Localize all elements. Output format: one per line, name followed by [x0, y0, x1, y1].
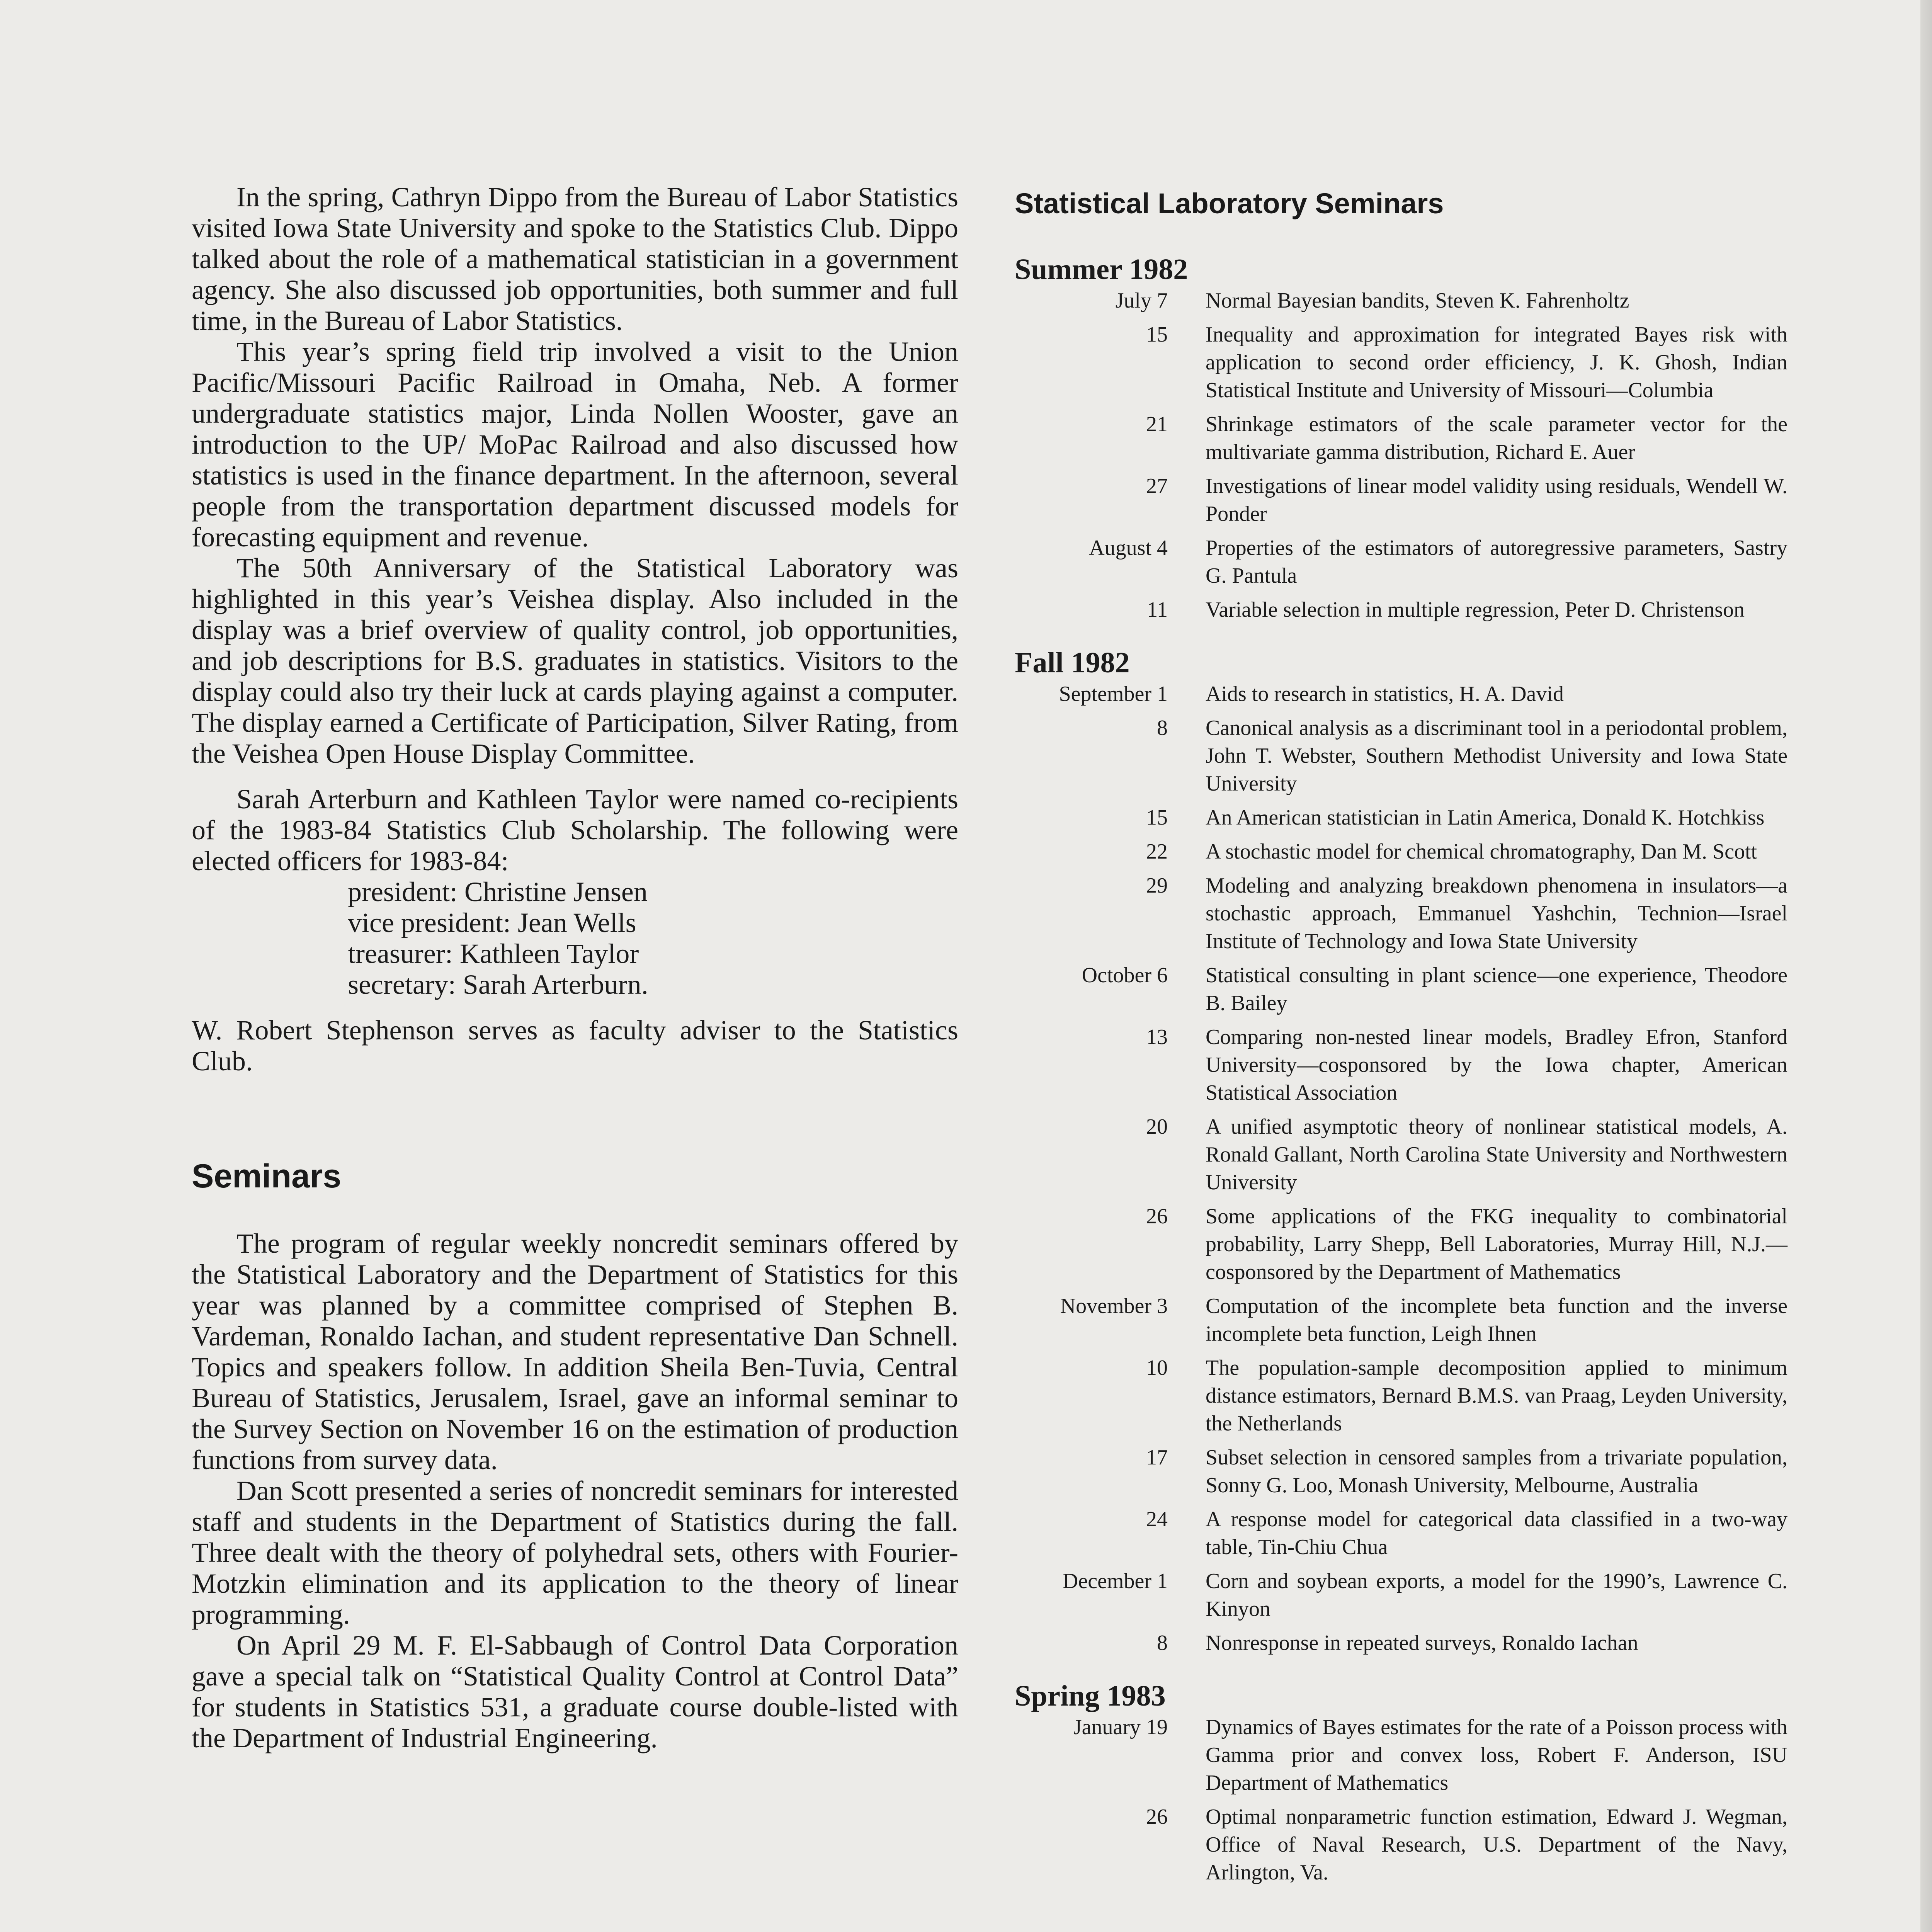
- seminar-date: 20: [1146, 1115, 1168, 1139]
- page-edge-shadow: [1920, 0, 1932, 1932]
- seminar-date: 11: [1147, 598, 1168, 622]
- seminar-date: 13: [1146, 1025, 1168, 1049]
- seminar-date: 22: [1146, 840, 1168, 864]
- seminar-entry: [1015, 596, 1787, 624]
- seminar-date: January 19: [1073, 1715, 1168, 1739]
- seminar-date: 24: [1146, 1507, 1168, 1531]
- officer-president: president: Christine Jensen: [348, 876, 648, 907]
- seminar-description: A response model for categorical data classified in a two-way table, Tin-Chiu Chua: [1206, 1507, 1787, 1559]
- term-heading: Fall 1982: [1015, 646, 1130, 679]
- officer-treasurer: treasurer: Kathleen Taylor: [348, 938, 639, 969]
- seminar-entry: [1015, 534, 1787, 590]
- seminar-entry: [1015, 1444, 1787, 1499]
- seminar-entry: [1015, 680, 1787, 708]
- seminar-description: Properties of the estimators of autoregressive parameters, Sastry G. Pantula: [1206, 536, 1787, 588]
- body-paragraph: Sarah Arterburn and Kathleen Taylor were named co-recipients of the 1983-84 Statistics Club Scholarship. The following were elected officers for 1983-84:: [192, 784, 958, 876]
- term-summer-1982: [1015, 252, 1787, 624]
- seminar-date: September 1: [1059, 682, 1168, 706]
- officer-vice-president: vice president: Jean Wells: [348, 907, 636, 938]
- seminar-entry: [1015, 321, 1787, 404]
- seminar-description: Comparing non-nested linear models, Bradley Efron, Stanford University—cosponsored by the Iowa chapter, American Statistical Association: [1206, 1025, 1787, 1105]
- term-spring-1983: [1015, 1679, 1787, 1886]
- seminar-description: Normal Bayesian bandits, Steven K. Fahrenholtz: [1206, 289, 1629, 313]
- seminar-entry: [1015, 410, 1787, 466]
- seminar-date: 21: [1146, 412, 1168, 436]
- seminar-entry: [1015, 1113, 1787, 1196]
- left-column: [192, 182, 958, 1753]
- seminar-entry: [1015, 1023, 1787, 1107]
- seminar-date: 26: [1146, 1204, 1168, 1228]
- seminar-entry: [1015, 1803, 1787, 1886]
- seminar-date: 15: [1146, 806, 1168, 830]
- seminar-description: Optimal nonparametric function estimation, Edward J. Wegman, Office of Naval Research, U.S. Department of the Navy, Arlington, Va.: [1206, 1805, 1787, 1884]
- seminar-date: 26: [1146, 1805, 1168, 1829]
- officer-secretary: secretary: Sarah Arterburn.: [348, 969, 648, 1000]
- seminar-entry: [1015, 1354, 1787, 1437]
- right-column: [1015, 186, 1787, 1908]
- seminar-entry: [1015, 1505, 1787, 1561]
- seminar-description: A stochastic model for chemical chromatography, Dan M. Scott: [1206, 840, 1757, 864]
- seminar-entry: [1015, 472, 1787, 528]
- seminar-description: Some applications of the FKG inequality to combinatorial probability, Larry Shepp, Bell Laboratories, Murray Hill, N.J.—cosponsored by the Department of Mathematics: [1206, 1204, 1787, 1284]
- seminar-entry: [1015, 961, 1787, 1017]
- seminar-description: Dynamics of Bayes estimates for the rate of a Poisson process with Gamma prior and convex loss, Robert F. Anderson, ISU Department of Mathematics: [1206, 1715, 1787, 1795]
- seminar-description: Nonresponse in repeated surveys, Ronaldo Iachan: [1206, 1631, 1638, 1655]
- seminar-date: 17: [1146, 1446, 1168, 1469]
- seminar-date: July 7: [1115, 289, 1168, 313]
- body-paragraph: The program of regular weekly noncredit seminars offered by the Statistical Laboratory and the Department of Statistics for this year was planned by a committee comprised of Stephen B. Vardeman, Ronaldo Iachan, and student representative Dan Schnell. Topics and speakers follow. In addition Sheila Ben-Tuvia, Central Bureau of Statistics, Jerusalem, Israel, gave an informal seminar to the Survey Section on November 16 on the estimation of production functions from survey data.: [192, 1228, 958, 1475]
- seminar-date: 8: [1157, 716, 1168, 740]
- seminars-heading: Seminars: [192, 1158, 342, 1195]
- seminar-description: Canonical analysis as a discriminant tool in a periodontal problem, John T. Webster, Southern Methodist University and Iowa State University: [1206, 716, 1787, 796]
- seminar-date: 27: [1146, 474, 1168, 498]
- seminar-entry: [1015, 1713, 1787, 1797]
- term-heading: Summer 1982: [1015, 253, 1188, 286]
- seminar-entry: [1015, 838, 1787, 866]
- body-paragraph: Dan Scott presented a series of noncredit seminars for interested staff and students in the Department of Statistics during the fall. Three dealt with the theory of polyhedral sets, others with Fourier-Motzkin elimination and its application to the theory of linear programming.: [192, 1475, 958, 1630]
- body-paragraph: In the spring, Cathryn Dippo from the Bureau of Labor Statistics visited Iowa State University and spoke to the Statistics Club. Dippo talked about the role of a mathematical statistician in a government agency. She also discussed job opportunities, both summer and full time, in the Bureau of Labor Statistics.: [192, 182, 958, 336]
- seminar-entry: [1015, 287, 1787, 315]
- body-paragraph: The 50th Anniversary of the Statistical Laboratory was highlighted in this year’s Veishea display. Also included in the display was a brief overview of quality control, job opportunities, and job descriptions for B.S. graduates in statistics. Visitors to the display could also try their luck at cards playing against a computer. The display earned a Certificate of Participation, Silver Rating, from the Veishea Open House Display Committee.: [192, 553, 958, 769]
- seminar-description: Statistical consulting in plant science—one experience, Theodore B. Bailey: [1206, 963, 1787, 1015]
- seminar-date: December 1: [1062, 1569, 1168, 1593]
- seminar-description: A unified asymptotic theory of nonlinear statistical models, A. Ronald Gallant, North Carolina State University and Northwestern University: [1206, 1115, 1787, 1194]
- seminar-entry: [1015, 1202, 1787, 1286]
- body-paragraph: This year’s spring field trip involved a visit to the Union Pacific/Missouri Pacific Railroad in Omaha, Neb. A former undergraduate statistics major, Linda Nollen Wooster, gave an introduction to the UP/ MoPac Railroad and also discussed how statistics is used in the finance department. In the afternoon, several people from the transportation department discussed models for forecasting equipment and revenue.: [192, 336, 958, 553]
- seminar-date: 8: [1157, 1631, 1168, 1655]
- seminar-date: November 3: [1060, 1294, 1168, 1318]
- seminar-list-heading: Statistical Laboratory Seminars: [1015, 187, 1444, 219]
- seminar-date: October 6: [1082, 963, 1168, 987]
- seminar-entry: [1015, 804, 1787, 832]
- seminar-entry: [1015, 1629, 1787, 1657]
- seminar-entry: [1015, 1567, 1787, 1623]
- seminar-entry: [1015, 872, 1787, 955]
- body-paragraph: On April 29 M. F. El-Sabbaugh of Control Data Corporation gave a special talk on “Statistical Quality Control at Control Data” for students in Statistics 531, a graduate course double-listed with the Department of Industrial Engineering.: [192, 1630, 958, 1753]
- adviser-paragraph: W. Robert Stephenson serves as faculty adviser to the Statistics Club.: [192, 1015, 958, 1077]
- seminar-date: 10: [1146, 1356, 1168, 1380]
- seminar-description: Modeling and analyzing breakdown phenomena in insulators—a stochastic approach, Emmanuel Yashchin, Technion—Israel Institute of Technology and Iowa State University: [1206, 874, 1787, 953]
- officers-list: [348, 876, 958, 1000]
- seminar-description: Shrinkage estimators of the scale parameter vector for the multivariate gamma distribution, Richard E. Auer: [1206, 412, 1787, 464]
- seminar-description: The population-sample decomposition applied to minimum distance estimators, Bernard B.M.S. van Praag, Leyden University, the Netherlands: [1206, 1356, 1787, 1435]
- seminar-description: Computation of the incomplete beta function and the inverse incomplete beta function, Leigh Ihnen: [1206, 1294, 1787, 1346]
- term-heading: Spring 1983: [1015, 1680, 1166, 1712]
- seminar-description: Subset selection in censored samples from a trivariate population, Sonny G. Loo, Monash University, Melbourne, Australia: [1206, 1446, 1787, 1497]
- seminar-description: Inequality and approximation for integrated Bayes risk with application to second order efficiency, J. K. Ghosh, Indian Statistical Institute and University of Missouri—Columbia: [1206, 323, 1787, 402]
- seminar-date: August 4: [1089, 536, 1168, 560]
- seminar-description: An American statistician in Latin America, Donald K. Hotchkiss: [1206, 806, 1765, 830]
- term-fall-1982: [1015, 645, 1787, 1657]
- seminar-description: Aids to research in statistics, H. A. David: [1206, 682, 1564, 706]
- seminar-date: 15: [1146, 323, 1168, 347]
- seminar-entry: [1015, 1292, 1787, 1348]
- seminar-description: Corn and soybean exports, a model for the 1990’s, Lawrence C. Kinyon: [1206, 1569, 1787, 1621]
- seminar-date: 29: [1146, 874, 1168, 898]
- seminar-description: Variable selection in multiple regression, Peter D. Christenson: [1206, 598, 1745, 622]
- seminar-entry: [1015, 714, 1787, 798]
- seminar-description: Investigations of linear model validity using residuals, Wendell W. Ponder: [1206, 474, 1787, 526]
